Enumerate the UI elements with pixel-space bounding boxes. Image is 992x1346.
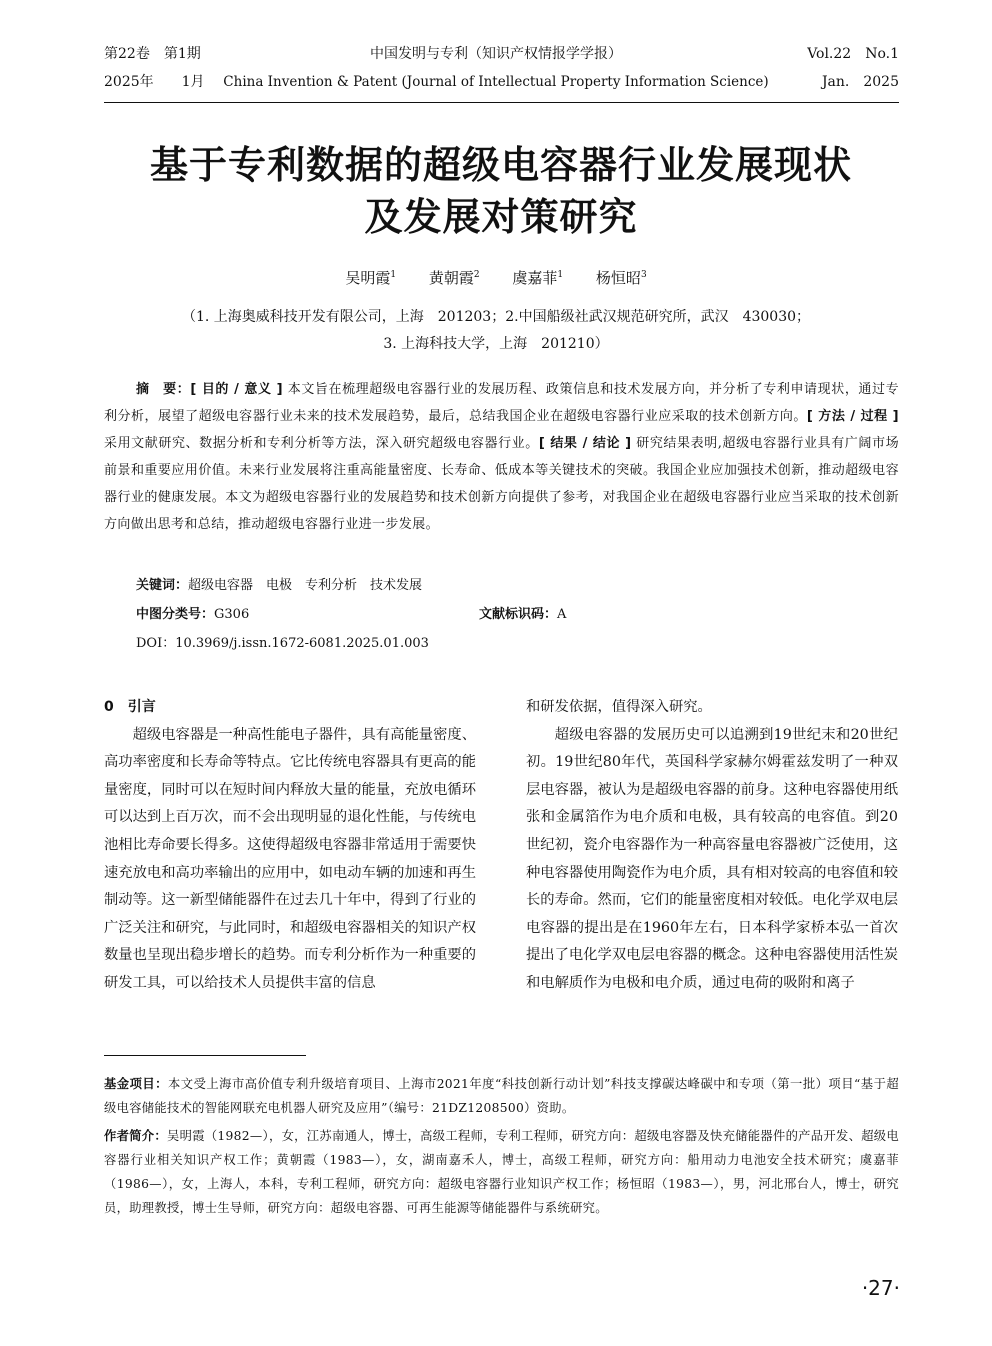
keywords-label: 关键词： — [136, 578, 189, 593]
doc-code-label: 文献标识码： — [479, 607, 558, 622]
author-1: 吴明霞$^1$ — [345, 269, 397, 287]
body-right-column — [526, 694, 898, 998]
author-bio-text: 吴明霞（1982—），女，江苏南通人，博士，高级工程师，专利工程师，研究方向：超级电容器及快充储能器件的产品开发、超级电容器行业相关知识产权工作；黄朝霞（1983—），女，湖南嘉禾人，博士，高级工程师，研究方向：船用动力电池安全技术研究；虞嘉菲（1986—），女，上海人，本科，专利工程师，研究方向：超级电容器行业知识产权工作；杨恒昭（1983—），男，河北邢台人，博士，研究员，助理教授，博士生导师，研究方向：超级电容器、可再生能源等储能器件与系统研究。 — [104, 1129, 899, 1215]
author-bio-label: 作者简介： — [104, 1129, 168, 1143]
abstract-method-text: 采用文献研究、数据分析和专利分析等方法，深入研究超级电容器行业。 — [104, 436, 539, 451]
funding-text: 本文受上海市高价值专利升级培育项目、上海市2021年度“科技创新行动计划”科技支撑碳达峰碳中和专项（第一批）项目“基于超级电容储能技术的智能网联充电机器人研究及应用”（编号：21DZ1208500）资助。 — [104, 1077, 899, 1115]
footnote-rule — [104, 1055, 306, 1056]
page-number: ·27· — [861, 1276, 900, 1300]
body-left-column — [104, 694, 476, 998]
section-heading-introduction: 0 引言 — [104, 699, 156, 715]
abstract-result-tag: [ 结果 / 结论 ] — [538, 436, 632, 451]
header-journal-cn: 中国发明与专利（知识产权情报学学报） — [370, 46, 622, 62]
header-year-month-cn: 2025年 1月 — [104, 74, 205, 90]
author-4: 杨恒昭$^3$ — [595, 269, 647, 287]
author-list — [0, 267, 992, 288]
funding-label: 基金项目： — [104, 1077, 168, 1091]
body-paragraph: 超级电容器的发展历史可以追溯到19世纪末和20世纪初。19世纪80年代，英国科学家赫尔姆霍兹发明了一种双层电容器，被认为是超级电容器的前身。这种电容器使用纸张和金属箔作为电介质和电极，具有较高的电容值。到20世纪初，瓷介电容器作为一种高容量电容器被广泛使用，这种电容器使用陶瓷作为电介质，具有相对较高的电容值和较长的寿命。然而，它们的能量密度相对较低。电化学双电层电容器的提出是在1960年左右，日本科学家桥本弘一首次提出了电化学双电层电容器的概念。这种电容器使用活性炭和电解质作为电极和电介质，通过电荷的吸附和离子 — [526, 726, 898, 991]
author-3: 虞嘉菲$^1$ — [512, 269, 564, 287]
paper-title-line-2: 及发展对策研究 — [364, 195, 638, 239]
clc-label: 中图分类号： — [136, 607, 215, 622]
document-code — [479, 605, 566, 625]
clc-number — [136, 605, 249, 625]
author-2: 黄朝霞$^2$ — [428, 269, 480, 287]
affiliation-line-1: （1. 上海奥威科技开发有限公司，上海 201203；2.中国船级社武汉规范研究所，武汉 430030； — [181, 309, 811, 325]
clc-value: G306 — [214, 607, 250, 622]
abstract-result-text: 研究结果表明,超级电容器行业具有广阔市场前景和重要应用价值。未来行业发展将注重高能量密度、长寿命、低成本等关键技术的突破。我国企业应加强技术创新，推动超级电容器行业的健康发展。本文为超级电容器行业的发展趋势和技术创新方向提供了参考，对我国企业在超级电容器行业应当采取的技术创新方向做出思考和总结，推动超级电容器行业进一步发展。 — [104, 436, 899, 532]
keywords-value: 超级电容器 电极 专利分析 技术发展 — [188, 578, 423, 593]
body-paragraph: 超级电容器是一种高性能电子器件，具有高能量密度、高功率密度和长寿命等特点。它比传统电容器具有更高的能量密度，同时可以在短时间内释放大量的能量，充放电循环可以达到上百万次，而不会出现明显的退化性能，与传统电池相比寿命要长得多。这使得超级电容器非常适用于需要快速充放电和高功率输出的应用中，如电动车辆的加速和再生制动等。这一新型储能器件在过去几十年中，得到了行业的广泛关注和研究，与此同时，和超级电容器相关的知识产权数量也呈现出稳步增长的趋势。而专利分析作为一种重要的研发工具，可以给技术人员提供丰富的信息 — [104, 726, 476, 991]
header-vol-issue-en: Vol.22 No.1 — [807, 46, 899, 62]
affiliation-line-2: 3. 上海科技大学，上海 201210） — [383, 336, 609, 352]
doi-label: DOI： — [136, 636, 176, 651]
header-journal-en: China Invention & Patent (Journal of Intellectual Property Information Science) — [223, 74, 769, 90]
abstract-label: 摘 要： — [136, 382, 191, 397]
abstract-purpose-text: 本文旨在梳理超级电容器行业的发展历程、政策信息和技术发展方向，并分析了专利申请现状，通过专利分析，展望了超级电容器行业未来的技术发展趋势，最后，总结我国企业在超级电容器行业应采取的技术创新方向。 — [104, 382, 899, 424]
footnote-funding — [104, 1072, 899, 1120]
paper-title-line-1: 基于专利数据的超级电容器行业发展现状 — [149, 143, 852, 187]
header-vol-issue-cn: 第22卷 第1期 — [104, 46, 201, 62]
abstract — [104, 376, 899, 538]
header-rule — [104, 102, 899, 103]
doc-code-value: A — [557, 607, 567, 622]
keywords — [136, 576, 422, 596]
abstract-method-tag: [ 方法 / 过程 ] — [806, 409, 899, 424]
doi — [136, 634, 429, 654]
header-month-year-en: Jan. 2025 — [821, 74, 899, 90]
body-paragraph-continued: 和研发依据，值得深入研究。 — [526, 699, 712, 715]
abstract-purpose-tag: [ 目的 / 意义 ] — [190, 382, 283, 397]
footnote-author-bio — [104, 1124, 899, 1220]
doi-value: 10.3969/j.issn.1672-6081.2025.01.003 — [175, 636, 429, 651]
